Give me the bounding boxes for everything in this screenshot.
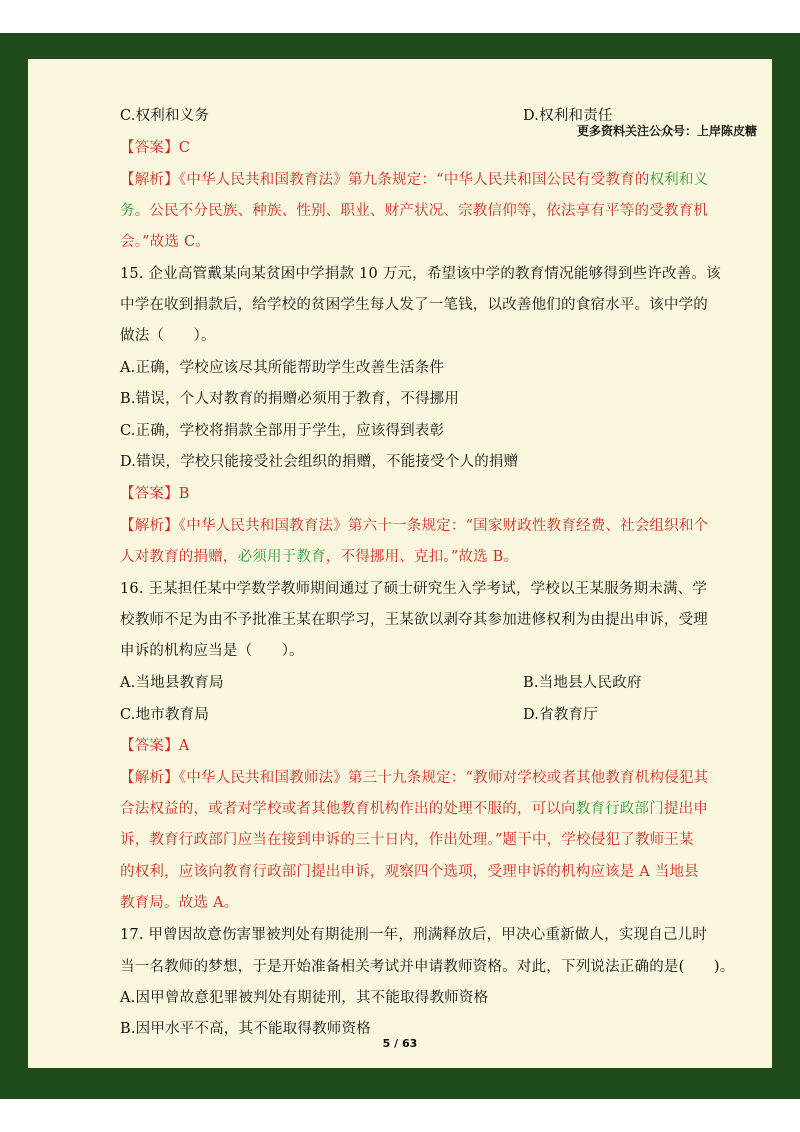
question-15-line-1: 15. 企业高管戴某向某贫困中学捐款 10 万元，希望该中学的教育情况能够得到些许改善。该 (120, 266, 721, 282)
explanation-14-line-2: 务。公民不分民族、种族、性别、职业、财产状况、宗教信仰等，依法享有平等的受教育机 (120, 203, 708, 219)
question-17-line-2: 当一名教师的梦想，于是开始准备相关考试并申请教师资格。对此，下列说法正确的是( )。 (120, 959, 735, 975)
option-a: A.因甲曾故意犯罪被判处有期徒刑，其不能取得教师资格 (120, 990, 489, 1006)
option-c: C.权利和义务 (120, 108, 210, 124)
option-a: A.正确，学校应该尽其所能帮助学生改善生活条件 (120, 360, 445, 376)
option-d: D.错误，学校只能接受社会组织的捐赠，不能接受个人的捐赠 (120, 454, 519, 470)
explanation-16-line-3: 诉，教育行政部门应当在接到申诉的三十日内，作出处理。”题干中，学校侵犯了教师王某 (120, 832, 694, 848)
explanation-15-line-2: 人对教育的捐赠，必须用于教育，不得挪用、克扣。”故选 B。 (120, 549, 519, 565)
page-number: 5 / 63 (382, 1037, 418, 1050)
option-b: B.因甲水平不高，其不能取得教师资格 (120, 1021, 371, 1037)
option-d: D.权利和责任 (523, 108, 613, 124)
question-16-line-2: 校教师不足为由不予批准王某在职学习，王某欲以剥夺其参加进修权利为由提出申诉，受理 (120, 612, 708, 628)
question-17-line-1: 17. 甲曾因故意伤害罪被判处有期徒刑一年，刑满释放后，甲决心重新做人，实现自己儿时 (120, 927, 708, 943)
explanation-16-line-4: 的权利，应该向教育行政部门提出申诉，观察四个选项，受理申诉的机构应该是 A 当地县 (120, 864, 699, 880)
question-15-line-2: 中学在收到捐款后，给学校的贫困学生每人发了一笔钱，以改善他们的食宿水平。该中学的 (120, 297, 708, 313)
option-row (120, 703, 598, 724)
option-b: B.当地县人民政府 (523, 675, 642, 691)
option-d: D.省教育厅 (523, 707, 598, 723)
explanation-16-line-2: 合法权益的，或者对学校或者其他教育机构作出的处理不服的，可以向教育行政部门提出申 (120, 801, 709, 817)
watermark-text: 更多资料关注公众号：上岸陈皮糖 (577, 124, 758, 138)
explanation-16-line-5: 教育局。故选 A。 (120, 895, 239, 911)
answer-16: 【答案】A (120, 738, 190, 754)
question-16-line-1: 16. 王某担任某中学数学教师期间通过了硕士研究生入学考试，学校以王某服务期未满、学 (120, 581, 708, 597)
option-c: C.正确，学校将捐款全部用于学生，应该得到表彰 (120, 423, 445, 439)
option-row (120, 671, 642, 692)
option-a: A.当地县教育局 (120, 675, 224, 691)
option-row (120, 104, 613, 125)
answer-14: 【答案】C (120, 140, 191, 156)
question-15-line-3: 做法（ ）。 (120, 328, 216, 344)
explanation-14-line-1: 【解析】《中华人民共和国教育法》第九条规定：“中华人民共和国公民有受教育的权利和义 (120, 172, 709, 188)
explanation-14-line-3: 会。”故选 C。 (120, 234, 210, 250)
question-16-line-3: 申诉的机构应当是（ ）。 (120, 643, 304, 659)
option-b: B.错误，个人对教育的捐赠必须用于教育，不得挪用 (120, 391, 460, 407)
answer-15: 【答案】B (120, 486, 190, 502)
option-c: C.地市教育局 (120, 707, 210, 723)
explanation-15-line-1: 【解析】《中华人民共和国教育法》第六十一条规定：“国家财政性教育经费、社会组织和个 (120, 518, 709, 534)
explanation-16-line-1: 【解析】《中华人民共和国教师法》第三十九条规定：“教师对学校或者其他教育机构侵犯其 (120, 770, 709, 786)
